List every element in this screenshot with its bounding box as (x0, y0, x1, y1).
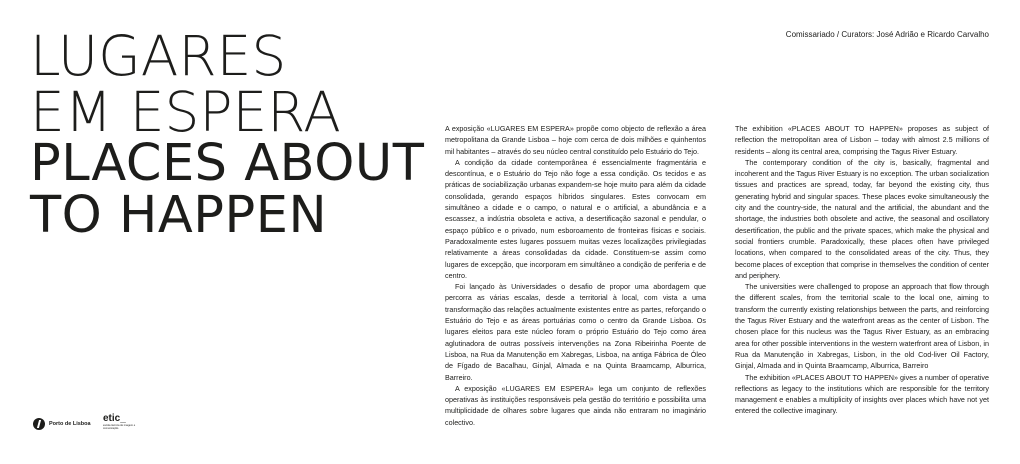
title-pt-line-1: LUGARES (30, 24, 287, 88)
porto-de-lisboa-icon (33, 418, 45, 430)
pt-paragraph-1: A exposição «LUGARES EM ESPERA» propõe como objecto de reflexão a área metropolitana da Grande Lisboa – hoje com cerca de dois milhões e quinhentos mil habitantes – através do seu núcleo central constituído pelo Estuário do Tejo. (445, 124, 706, 156)
pt-paragraph-2: A condição da cidade contemporânea é essencialmente fragmentária e descontínua, e o Estuário do Tejo não foge a essa condição. Os tecidos e as práticas de sociabilização urbanas expandem-se hoje muito para além da cidade consolidada, gerando espaços híbridos singulares. Estes convocam em simultâneo a cidade e o campo, o natural e o artificial, a abundância e a escassez, a indústria obsoleta e activa, a desertificação sazonal e pendular, o espaço público e o privado, num esboroamento de fronteiras físicas e sociais. Paradoxalmente estes lugares possuem muitas vezes localizações privilegiadas relativamente a áreas consolidadas da cidade. Constituem-se assim como lugares de excepção, que incorporam em simultâneo a condição de periferia e de centro. (445, 157, 706, 280)
en-paragraph-2: The contemporary condition of the city is, basically, fragmental and incoherent and the Tagus River Estuary is no exception. The urban socialization tissues and practices are spread, today, far beyond the existing city, thus generating hybrid and singular spaces. These places evoke simultaneously the city and the country-side, the natural and the artificial, the abundant and the shortage, the industries both obsolete and active, the seasonal and oscillatory desertification, the public and the private spaces, which make the physical and social frontiers crumble. Paradoxically, these places often have privileged locations, when compared to the consolidated areas of the city. Thus, they become places of exception that comprise in themselves the condition of center and periphery. (735, 157, 989, 280)
en-paragraph-4: The exhibition «PLACES ABOUT TO HAPPEN» gives a number of operative reflections as legacy to the institutions which are responsible for the territory management e enables a multiplicity of insights over places which have not yet entered the collective imaginary. (735, 372, 989, 416)
title-en-line-2: TO HAPPEN (30, 186, 328, 245)
porto-de-lisboa-logo (33, 418, 91, 430)
text-column-portuguese (445, 123, 706, 428)
en-paragraph-3: The universities were challenged to propose an approach that flow through the different scales, from the territorial scale to the local one, aiming to transform the currently existing relationships between the parts, and reinforcing the Tagus River Estuary and the waterfront areas as the center of Lisbon. The chosen place for this nucleus was the Tagus River Estuary, as an embracing area for other possible interventions in the western waterfront area of Lisbon, in Rua da Manutenção in Xabregas, Lisbon, in the old Cod-liver Oil Factory, Ginjal, Almada and in Quinta Braamcamp, Alburrica, Barreiro (735, 282, 989, 371)
en-paragraph-1: The exhibition «PLACES ABOUT TO HAPPEN» proposes as subject of reflection the metropolitan area of Lisbon – today with almost 2.5 millions of residents – along its central area, comprising the Tagus River Estuary. (735, 124, 989, 156)
title-pt-line-2: EM ESPERA (30, 80, 341, 144)
title-portuguese (30, 24, 430, 144)
curators-credit: Comissariado / Curators: José Adrião e Ricardo Carvalho (785, 30, 989, 39)
etic-wordmark: etic_ (103, 413, 126, 424)
title-en-line-1: PLACES ABOUT (30, 134, 425, 193)
text-column-english (735, 123, 989, 417)
pt-paragraph-4: A exposição «LUGARES EM ESPERA» lega um conjunto de reflexões operativas às instituições responsáveis pela gestão do território e possibilita uma multiplicidade de olhares sobre lugares que ainda não entraram no imaginário colectivo. (445, 383, 706, 427)
pt-paragraph-3: Foi lançado às Universidades o desafio de propor uma abordagem que percorra as várias escalas, desde a territorial à local, com vista a uma transformação das relações actualmente existentes entre as partes, reforçando o Estuário do Tejo e as áreas portuárias como o centro da Grande Lisboa. Os lugares eleitos para este núcleo foram o próprio Estuário do Tejo como área aglutinadora de outras possíveis intervenções na Zona Ribeirinha Poente de Lisboa, na Rua da Manutenção em Xabregas, Lisboa, na antiga Fábrica de Óleo de Fígado de Bacalhau, Ginjal, Almada e na Quinta Braamcamp, Alburrica, Barreiro. (445, 282, 706, 382)
title-english (30, 134, 430, 245)
etic-subtitle: escola técnica de imagem e comunicação (103, 424, 136, 431)
porto-de-lisboa-label: Porto de Lisboa (49, 421, 91, 427)
etic-logo (103, 413, 143, 430)
